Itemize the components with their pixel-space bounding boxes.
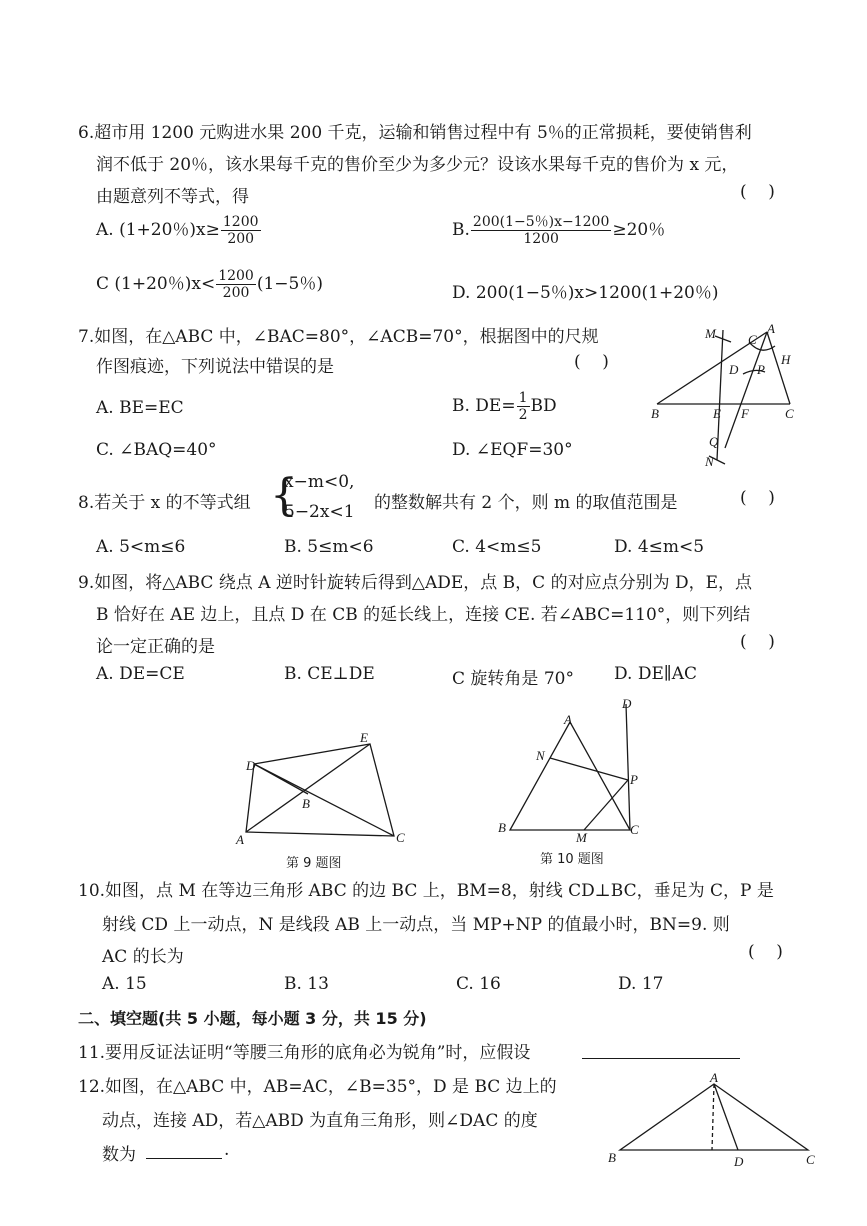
- q7-line2: 作图痕迹，下列说法中错误的是: [96, 357, 334, 377]
- q10-label-m: M: [576, 830, 587, 844]
- q9-option-a[interactable]: A. DE=CE: [96, 664, 185, 684]
- q6-answer-paren[interactable]: ( ): [740, 182, 775, 202]
- q6-option-b[interactable]: [452, 214, 665, 247]
- q8-system-eq1: x−m<0,: [284, 472, 355, 492]
- section-two-heading: 二、填空题(共 5 小题，每小题 3 分，共 15 分): [78, 1009, 427, 1028]
- q12-figure: [602, 1068, 822, 1174]
- q7-label-b: B: [651, 406, 659, 421]
- q12-segment-ad: [714, 1084, 738, 1150]
- q7-option-c[interactable]: C. ∠BAQ=40°: [96, 440, 217, 460]
- q6-b-prefix: B.: [452, 220, 470, 240]
- q12-line2: 动点，连接 AD，若△ABD 为直角三角形，则∠DAC 的度: [102, 1111, 538, 1131]
- q10-label-p: P: [630, 772, 638, 787]
- q12-label-d: D: [734, 1154, 744, 1169]
- q10-line3: AC 的长为: [102, 947, 184, 967]
- q6-a-num: 1200: [222, 214, 259, 230]
- q10-label-d: D: [622, 696, 632, 711]
- q12-end: .: [224, 1140, 230, 1160]
- q9-label-b: B: [302, 796, 310, 811]
- q10-option-a[interactable]: A. 15: [102, 974, 147, 994]
- q6-b-fraction: [471, 214, 611, 247]
- q10-option-c[interactable]: C. 16: [456, 974, 501, 994]
- q11-text: 11.要用反证法证明“等腰三角形的底角必为锐角”时，应假设: [78, 1043, 531, 1063]
- q7-side-ac: [767, 332, 790, 404]
- q9-line2: B 恰好在 AE 边上，且点 D 在 CB 的延长线上，连接 CE. 若∠ABC=110°，则下列结: [96, 605, 751, 625]
- q9-option-d[interactable]: D. DE∥AC: [614, 664, 698, 684]
- q7-label-n: N: [705, 454, 714, 469]
- q6-c-suffix: (1−5％): [256, 274, 323, 294]
- q9-line1: 9.如图，将△ABC 绕点 A 逆时针旋转后得到△ADE，点 B，C 的对应点分别为 D，E，点: [78, 573, 753, 593]
- q6-option-a[interactable]: [96, 214, 262, 247]
- q10-figure-caption: 第 10 题图: [540, 852, 604, 867]
- q12-label-b: B: [608, 1150, 616, 1165]
- q9-label-e: E: [360, 730, 368, 745]
- q9-segment-db: [254, 764, 308, 794]
- q9-quadrilateral-outline: [246, 744, 394, 836]
- q9-label-a: A: [236, 832, 244, 847]
- q9-answer-paren[interactable]: ( ): [740, 632, 775, 652]
- q6-c-fraction: [216, 268, 256, 301]
- q6-c-num: 1200: [218, 268, 254, 284]
- q9-option-b[interactable]: B. CE⊥DE: [284, 664, 375, 684]
- q7-label-a: A: [767, 321, 775, 336]
- q9-figure-caption: 第 9 题图: [286, 856, 342, 871]
- q7-b-suffix: BD: [530, 396, 557, 416]
- q12-label-a: A: [710, 1070, 718, 1085]
- q9-label-c: C: [396, 830, 405, 845]
- q12-line1: 12.如图，在△ABC 中，AB=AC，∠B=35°，D 是 BC 边上的: [78, 1077, 557, 1097]
- q6-option-c[interactable]: [96, 268, 323, 301]
- q12-answer-blank[interactable]: [146, 1158, 222, 1159]
- q12-line3: 数为: [102, 1145, 136, 1165]
- q8-option-d[interactable]: D. 4≤m<5: [614, 537, 705, 557]
- q7-line1: 7.如图，在△ABC 中，∠BAC=80°，∠ACB=70°，根据图中的尺规: [78, 327, 599, 347]
- q10-figure: [494, 696, 654, 844]
- q10-label-c: C: [630, 822, 639, 837]
- q7-b-prefix: B. DE=: [452, 396, 516, 416]
- q9-figure: [232, 728, 414, 848]
- q6-option-d[interactable]: D. 200(1−5％)x>1200(1+20％): [452, 283, 719, 303]
- q8-option-c[interactable]: C. 4<m≤5: [452, 537, 542, 557]
- q7-b-den: 2: [518, 407, 528, 423]
- q6-c-prefix: C (1+20％)x<: [96, 274, 216, 294]
- q10-line1: 10.如图，点 M 在等边三角形 ABC 的边 BC 上，BM=8，射线 CD⊥BC，垂足为 C，P 是: [78, 881, 774, 901]
- q6-b-num: 200(1−5％)x−1200: [472, 214, 610, 230]
- q7-label-q: Q: [709, 434, 719, 449]
- q7-option-a[interactable]: A. BE=EC: [96, 398, 184, 418]
- q6-line2: 润不低于 20％，该水果每千克的售价至少为多少元？设该水果每千克的售价为 x 元，: [96, 155, 739, 175]
- q8-option-a[interactable]: A. 5<m≤6: [96, 537, 186, 557]
- q10-label-a: A: [564, 712, 572, 727]
- q11-answer-blank[interactable]: [582, 1058, 740, 1059]
- q9-segment-dc: [254, 764, 394, 836]
- q8-brace: {: [270, 470, 298, 521]
- q7-answer-paren[interactable]: ( ): [574, 352, 609, 372]
- q10-line2: 射线 CD 上一动点，N 是线段 AB 上一动点，当 MP+NP 的值最小时，BN=9. 则: [102, 915, 730, 935]
- q6-a-prefix: A. (1+20％)x≥: [96, 220, 220, 240]
- q9-option-c[interactable]: C 旋转角是 70°: [452, 669, 574, 689]
- q10-label-n: N: [536, 748, 545, 763]
- q7-label-d: D: [729, 362, 739, 377]
- q10-option-d[interactable]: D. 17: [618, 974, 664, 994]
- q9-label-d: D: [246, 758, 256, 773]
- q7-option-b[interactable]: [452, 390, 557, 423]
- q7-option-d[interactable]: D. ∠EQF=30°: [452, 440, 573, 460]
- q12-dashed-altitude: [712, 1084, 714, 1150]
- q8-answer-paren[interactable]: ( ): [740, 488, 775, 508]
- q7-b-num: 1: [518, 390, 528, 406]
- q8-prefix: 8.若关于 x 的不等式组: [78, 493, 251, 513]
- q6-b-den: 1200: [523, 231, 559, 247]
- q12-label-c: C: [806, 1152, 815, 1167]
- q10-label-b: B: [498, 820, 506, 835]
- q9-segment-ae: [246, 744, 370, 832]
- q7-label-p: P: [757, 362, 765, 377]
- q10-option-b[interactable]: B. 13: [284, 974, 329, 994]
- q6-b-suffix: ≥20％: [612, 220, 666, 240]
- q10-answer-paren[interactable]: ( ): [748, 942, 783, 962]
- q8-option-b[interactable]: B. 5≤m<6: [284, 537, 374, 557]
- q7-label-h: H: [781, 352, 791, 367]
- q6-c-den: 200: [222, 285, 250, 301]
- q10-ray-cd: [626, 704, 630, 830]
- q6-a-fraction: [221, 214, 261, 247]
- q9-line3: 论一定正确的是: [96, 637, 215, 657]
- q10-segment-np: [550, 758, 628, 780]
- q7-label-f: F: [741, 406, 749, 421]
- q6-line3: 由题意列不等式，得: [96, 187, 249, 207]
- q6-a-den: 200: [227, 231, 255, 247]
- q7-label-e: E: [713, 406, 721, 421]
- q8-system-eq2: 5−2x<1: [284, 502, 355, 522]
- q8-suffix: 的整数解共有 2 个，则 m 的取值范围是: [374, 493, 678, 513]
- q7-b-fraction: [517, 390, 530, 423]
- q7-label-m: M: [705, 326, 716, 341]
- q7-figure: [645, 320, 805, 472]
- q6-line1: 6.超市用 1200 元购进水果 200 千克，运输和销售过程中有 5％的正常损耗，要使销售利: [78, 123, 752, 143]
- q7-label-c1: C: [748, 332, 757, 347]
- q7-label-c: C: [785, 406, 794, 421]
